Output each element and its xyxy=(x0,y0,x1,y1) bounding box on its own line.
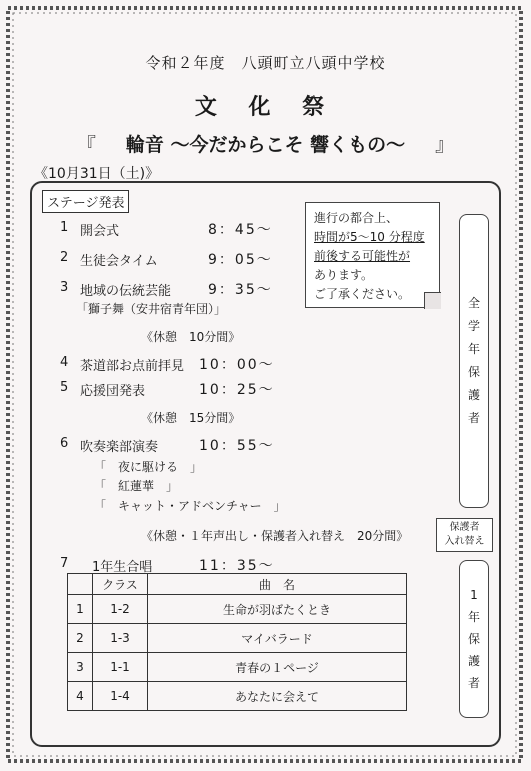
item-title: 1年生合唱 xyxy=(92,560,153,575)
schedule-note xyxy=(305,202,440,308)
festival-title: 文 化 祭 xyxy=(194,95,337,120)
item-subtitle: 「獅子舞（安井宿青年団）」 xyxy=(76,302,227,316)
first-year-parents-label: 1年保護者 xyxy=(459,560,489,718)
item-title: 生徒会タイム xyxy=(80,254,158,269)
item-title: 応援団発表 xyxy=(80,384,146,399)
item-number: 4 xyxy=(60,355,69,370)
parents-swap-label: 保護者 入れ替え xyxy=(436,518,493,552)
all-parents-label: 全学年保護者 xyxy=(459,214,489,508)
song-title: 「 キャット・アドベンチャー 」 xyxy=(94,499,286,513)
item-time: 11：35～ xyxy=(199,558,275,574)
item-title: 吹奏楽部演奏 xyxy=(80,440,159,455)
festival-theme xyxy=(0,130,531,157)
table-row: 2 1-3 マイバラード xyxy=(68,624,407,653)
table-row: 3 1-1 青春の１ページ xyxy=(68,653,407,682)
item-number: 5 xyxy=(60,380,69,395)
song-title: 「 夜に駆ける 」 xyxy=(94,460,203,474)
note-line: 進行の都合上、 xyxy=(314,211,399,225)
item-time: 9：35～ xyxy=(208,282,273,298)
stage-label: ステージ発表 xyxy=(42,190,129,213)
break-label: 《休憩 10分間》 xyxy=(141,330,241,344)
item-title: 地域の伝統芸能 xyxy=(80,284,172,299)
item-title: 茶道部お点前拝見 xyxy=(80,359,185,374)
item-time: 10：00～ xyxy=(199,357,275,373)
note-line: 時間が5～10 分程度 xyxy=(314,230,425,244)
table-header-row xyxy=(68,574,407,595)
theme-open-bracket: 『 xyxy=(76,134,96,156)
table-header: クラス xyxy=(93,574,148,595)
note-line: ご了承ください。 xyxy=(314,287,411,301)
table-row: 4 1-4 あなたに会えて xyxy=(68,682,407,711)
table-row: 1 1-2 生命が羽ばたくとき xyxy=(68,595,407,624)
school-name: 令和２年度 八頭町立八頭中学校 xyxy=(145,54,386,72)
item-title: 開会式 xyxy=(80,224,120,239)
theme-close-bracket: 』 xyxy=(435,134,455,156)
item-time: 10：25～ xyxy=(199,382,275,398)
item-time: 8：45～ xyxy=(208,222,273,238)
note-line: 前後する可能性が xyxy=(314,249,411,263)
item-number: 3 xyxy=(60,280,69,295)
item-time: 10：55～ xyxy=(199,438,275,454)
break-label: 《休憩・１年声出し・保護者入れ替え 20分間》 xyxy=(141,529,409,543)
item-number: 2 xyxy=(60,250,69,265)
break-label: 《休憩 15分間》 xyxy=(141,411,241,425)
event-date: 《10月31日（土)》 xyxy=(34,166,160,182)
item-time: 9：05～ xyxy=(208,252,273,268)
item-number: 7 xyxy=(60,556,69,571)
note-line: あります。 xyxy=(314,268,374,282)
chorus-table xyxy=(67,573,407,711)
theme-text: 輪音 ～今だからこそ 響くもの～ xyxy=(125,134,406,156)
table-header: 曲 名 xyxy=(148,574,407,595)
song-title: 「 紅蓮華 」 xyxy=(94,479,179,493)
note-folded-corner xyxy=(424,292,441,309)
item-number: 6 xyxy=(60,436,69,451)
item-number: 1 xyxy=(60,220,69,235)
table-header xyxy=(68,574,93,595)
